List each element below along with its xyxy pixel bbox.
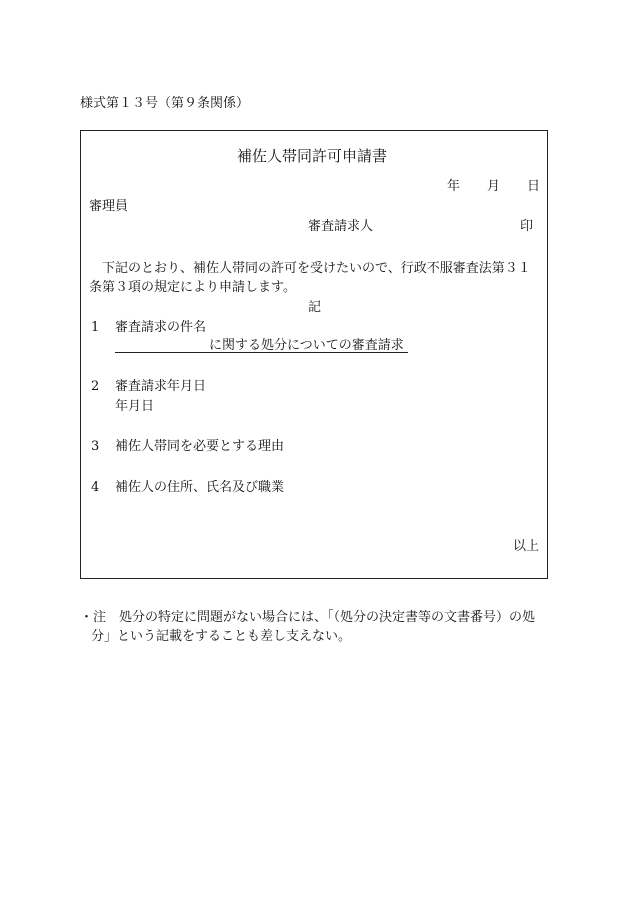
item-3-number: 3 — [91, 439, 100, 454]
subject-underline — [115, 352, 408, 353]
item-2-label: 審査請求年月日 — [115, 379, 207, 394]
ki-heading: 記 — [308, 300, 322, 315]
note-line1: ・注 処分の特定に問題がない場合には、「（処分の決定書等の文書番号）の処 — [80, 610, 536, 625]
item-1-number: 1 — [91, 320, 100, 335]
date-month: 月 — [487, 179, 501, 194]
item-4-number: 4 — [91, 480, 100, 495]
body-text-line2: 条第３項の規定により申請します。 — [89, 280, 296, 295]
item-2-number: 2 — [91, 379, 100, 394]
item-1-detail: に関する処分についての審査請求 — [209, 338, 404, 353]
form-number: 様式第１３号（第９条関係） — [80, 96, 250, 111]
requester-label: 審査請求人 — [308, 219, 374, 234]
form-title: 補佐人帯同許可申請書 — [237, 147, 388, 165]
body-text-line1: 下記のとおり、補佐人帯同の許可を受けたいので、行政不服審査法第３１ — [102, 261, 531, 276]
form-box — [80, 130, 548, 579]
ijou-closing: 以上 — [513, 539, 540, 554]
date-year: 年 — [447, 179, 461, 194]
addressee: 審理員 — [89, 199, 129, 214]
date-day: 日 — [527, 179, 541, 194]
note-line2: 分」という記載をすることも差し支えない。 — [91, 629, 352, 644]
item-2-detail: 年月日 — [115, 399, 155, 414]
item-3-label: 補佐人帯同を必要とする理由 — [115, 439, 285, 454]
seal-mark: 印 — [520, 219, 534, 234]
item-1-label: 審査請求の件名 — [115, 320, 207, 335]
item-4-label: 補佐人の住所、氏名及び職業 — [115, 480, 285, 495]
